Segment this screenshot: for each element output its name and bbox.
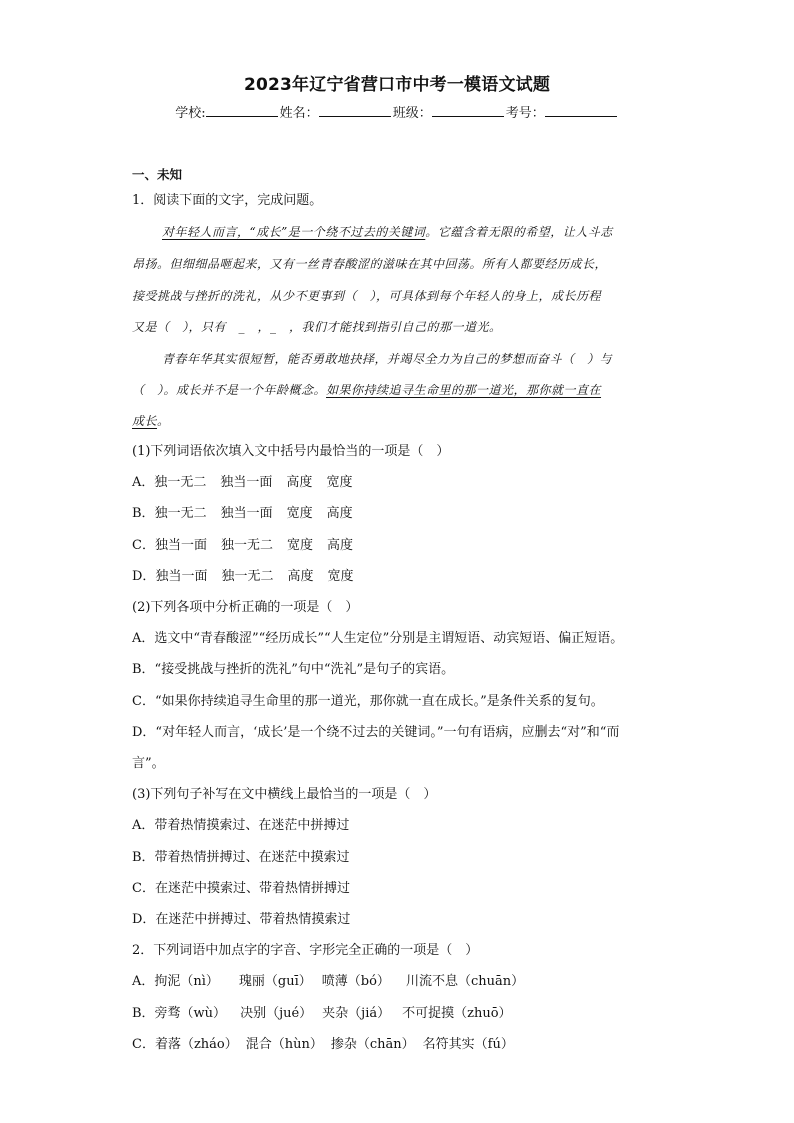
subquestion-3-stem: (3)下列句子补写在文中横线上最恰当的一项是（ ） (132, 787, 437, 802)
option-word: C．着落（zháo） (132, 1037, 238, 1052)
option-word: 决别（jué） (240, 1006, 313, 1021)
exam-title: 2023年辽宁省营口市中考一模语文试题 (243, 75, 551, 95)
passage-line: 又是（ ），只有 _ ，_ ，我们才能找到指引自己的那一道光。 (132, 320, 502, 334)
name-blank[interactable] (319, 104, 391, 117)
passage-line (132, 223, 658, 241)
option-b[interactable]: B．“接受挑战与挫折的洗礼”句中“洗礼”是句子的宾语。 (132, 662, 455, 677)
option-d[interactable]: D．“对年轻人而言，‘成长’是一个绕不过去的关键词。”一句有语病，应删去“对”和“而 (132, 725, 620, 740)
class-blank[interactable] (432, 104, 504, 117)
question-2-stem: 2．下列词语中加点字的字音、字形完全正确的一项是（ ） (132, 943, 479, 958)
option-word: 独当一面 (154, 538, 207, 553)
class-label: 班级： (392, 106, 432, 121)
option-word: B．旁骛（wù） (132, 1006, 227, 1021)
option-word: 宽度 (286, 538, 313, 553)
exam-number-label: 考号： (505, 106, 545, 121)
option-d-continued: 言”。 (132, 756, 165, 771)
option-word: 高度 (327, 538, 354, 553)
passage-underlined-text: 对年轻人而言，“成长”是一个绕不过去的关键词 (162, 225, 426, 239)
option-b[interactable] (132, 505, 367, 523)
option-word: 混合（hùn） (245, 1037, 323, 1052)
option-word: 不可捉摸（zhuō） (402, 1006, 512, 1021)
option-word: 宽度 (326, 475, 353, 490)
option-word: 独一无二 (220, 538, 273, 553)
subquestion-1-stem: (1)下列词语依次填入文中括号内最恰当的一项是（ ） (132, 444, 450, 459)
option-word: 夹杂（jiá） (322, 1006, 391, 1021)
passage-line (132, 381, 658, 399)
option-word: 高度 (326, 506, 353, 521)
option-d[interactable]: D．在迷茫中拼搏过、带着热情摸索过 (132, 912, 351, 927)
option-c[interactable]: C．“如果你持续追寻生命里的那一道光，那你就一直在成长。”是条件关系的复句。 (132, 694, 604, 709)
passage-line: 昂扬。但细细品咂起来，又有一丝青春酸涩的滋味在其中回荡。所有人都要经历成长， (132, 257, 608, 271)
option-b[interactable]: B．带着热情拼搏过、在迷茫中摸索过 (132, 850, 350, 865)
option-word: 川流不息（chuān） (405, 974, 525, 989)
question-1-stem: 1．阅读下面的文字，完成问题。 (132, 193, 323, 208)
option-label: C． (132, 538, 155, 553)
option-word: 独一无二 (154, 506, 207, 521)
school-label: 学校: (175, 106, 206, 121)
option-word: A．拘泥（nì） (132, 974, 219, 989)
section-heading: 一、未知 (132, 167, 183, 182)
passage-line: 青春年华其实很短暂，能否勇敢地抉择，并竭尽全力为自己的梦想而奋斗（ ）与 (162, 352, 613, 366)
subquestion-2-stem: (2)下列各项中分析正确的一项是（ ） (132, 600, 359, 615)
option-a[interactable]: A．选文中“青春酸涩”“经历成长”“人生定位”分别是主谓短语、动宾短语、偏正短语。 (132, 631, 624, 646)
option-a[interactable] (132, 474, 366, 492)
option-word: 名符其实（fú） (422, 1037, 514, 1052)
passage-underlined-text: 成长 (132, 414, 158, 428)
option-label: A． (132, 475, 155, 490)
option-word: 宽度 (286, 506, 313, 521)
option-a[interactable]: A．带着热情摸索过、在迷茫中拼搏过 (132, 818, 350, 833)
exam-number-blank[interactable] (545, 104, 617, 117)
option-word: 独一无二 (154, 475, 207, 490)
option-c[interactable]: C．在迷茫中摸索过、带着热情拼搏过 (132, 881, 350, 896)
option-word: 独当一面 (220, 506, 273, 521)
option-c[interactable] (132, 1036, 528, 1054)
option-word: 高度 (287, 569, 314, 584)
option-word: 喷薄（bó） (321, 974, 390, 989)
option-label: B． (132, 506, 155, 521)
option-word: 独一无二 (221, 569, 274, 584)
option-word: 独当一面 (155, 569, 208, 584)
passage-underlined-text: 如果你持续追寻生命里的那一道光，那你就一直在 (326, 383, 602, 397)
passage-line: 接受挑战与挫折的洗礼，从少不更事到（ ），可具体到每个年轻人的身上，成长历程 (132, 289, 602, 303)
option-label: D． (132, 569, 156, 584)
option-word: 掺杂（chān） (330, 1037, 415, 1052)
school-blank[interactable] (206, 104, 278, 117)
option-word: 高度 (286, 475, 313, 490)
student-info-row (0, 102, 794, 121)
option-word: 独当一面 (220, 475, 273, 490)
name-label: 姓名： (279, 106, 319, 121)
option-d[interactable] (132, 568, 368, 586)
passage-text: 。它蕴含着无限的希望，让人斗志 (425, 225, 613, 239)
passage-text: （ ）。成长并不是一个年龄概念。 (132, 383, 327, 397)
passage-text: 。 (157, 414, 170, 428)
option-c[interactable] (132, 537, 367, 555)
option-a[interactable] (132, 973, 538, 991)
passage-line (132, 412, 658, 430)
option-word: 宽度 (327, 569, 354, 584)
option-word: 瑰丽（guī） (238, 974, 312, 989)
option-b[interactable] (132, 1005, 526, 1023)
